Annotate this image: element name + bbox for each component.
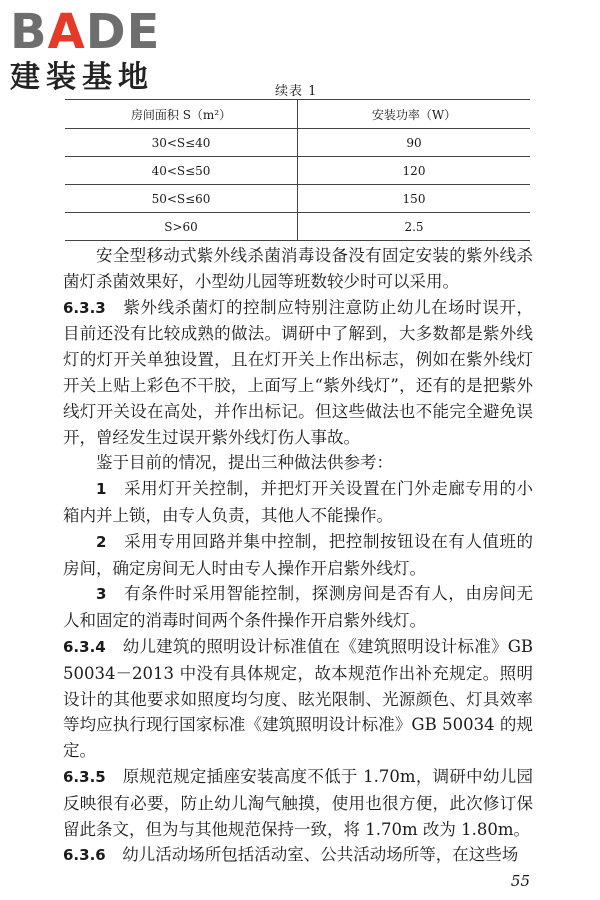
table-cell-power: 150 bbox=[298, 185, 531, 213]
list-item-1: 1 采用灯开关控制，并把灯开关设置在门外走廊专用的小箱内并上锁，由专人负责，其他人不能操作。 bbox=[63, 479, 533, 525]
paragraph-6-3-4: 6.3.4 幼儿建筑的照明设计标准值在《建筑照明设计标准》GB 50034－2013 中没有具体规定，故本规范作出补充规定。照明设计的其他要求如照度均匀度、眩光限制、光源颜色、灯具效率等均应执行现行国家标准《建筑照明设计标准》GB 50034 的规定。 bbox=[63, 636, 534, 761]
table-cell-area: 40<S≤50 bbox=[65, 157, 298, 185]
clause-number: 6.3.5 bbox=[63, 767, 106, 786]
list-item-3: 3 有条件时采用智能控制，探测房间是否有人，由房间无人和固定的消毒时间两个条件操作开启紫外线灯。 bbox=[63, 584, 533, 631]
paragraph: 鉴于目前的情况，提出三种做法供参考： bbox=[96, 453, 393, 473]
table-header-row bbox=[65, 100, 530, 129]
table-row bbox=[65, 213, 530, 241]
logo-wordmark: BADE bbox=[10, 4, 161, 60]
table-row bbox=[65, 185, 530, 213]
clause-number: 6.3.4 bbox=[63, 637, 106, 656]
table-caption: 续表 1 bbox=[275, 84, 318, 99]
table-cell-area: 30<S≤40 bbox=[65, 129, 298, 157]
list-number: 2 bbox=[96, 532, 107, 551]
page-number: 55 bbox=[510, 872, 530, 890]
list-item-2: 2 采用专用回路并集中控制，把控制按钮设在有人值班的房间，确定房间无人时由专人操作开启紫外线灯。 bbox=[63, 531, 533, 578]
paragraph-6-3-3: 6.3.3 紫外线杀菌灯的控制应特别注意防止幼儿在场时误开，目前还没有比较成熟的做法。调研中了解到，大多数都是紫外线灯的灯开关单独设置，且在灯开关上作出标志，例如在紫外线灯开关上贴上彩色不干胶，上面写上“紫外线灯”，还有的是把紫外线灯开关设在高处，并作出标记。但这些做法也不能完全避免误开，曾经发生过误开紫外线灯伤人事故。 bbox=[63, 297, 534, 447]
table-cell-power: 2.5 bbox=[298, 213, 531, 241]
table-header-area: 房间面积 S（m²） bbox=[65, 100, 298, 129]
power-table bbox=[65, 99, 530, 241]
table-cell-area: S>60 bbox=[65, 213, 298, 241]
logo-subtitle: 建装基地 bbox=[10, 60, 154, 95]
body-text bbox=[63, 243, 533, 869]
clause-number: 6.3.3 bbox=[63, 298, 106, 317]
paragraph-6-3-5: 6.3.5 原规范规定插座安装高度不低于 1.70m，调研中幼儿园反映很有必要，防止幼儿淘气触摸，使用也很方便，此次修订保留此条文，但为与其他规范保持一致，将 1.70m 改为 1.80m。 bbox=[63, 766, 533, 839]
table-header-power: 安装功率（W） bbox=[298, 100, 531, 129]
table-cell-area: 50<S≤60 bbox=[65, 185, 298, 213]
table-cell-power: 90 bbox=[298, 129, 531, 157]
list-number: 1 bbox=[96, 480, 107, 499]
table-row bbox=[65, 129, 530, 157]
table-row bbox=[65, 157, 530, 185]
paragraph: 安全型移动式紫外线杀菌消毒设备没有固定安装的紫外线杀菌灯杀菌效果好，小型幼儿园等班数较少时可以采用。 bbox=[63, 246, 533, 291]
clause-number: 6.3.6 bbox=[63, 846, 106, 865]
table-cell-power: 120 bbox=[298, 157, 531, 185]
paragraph-6-3-6: 6.3.6 幼儿活动场所包括活动室、公共活动场所等，在这些场 bbox=[63, 845, 519, 865]
bade-logo bbox=[10, 6, 180, 96]
list-number: 3 bbox=[96, 585, 107, 604]
